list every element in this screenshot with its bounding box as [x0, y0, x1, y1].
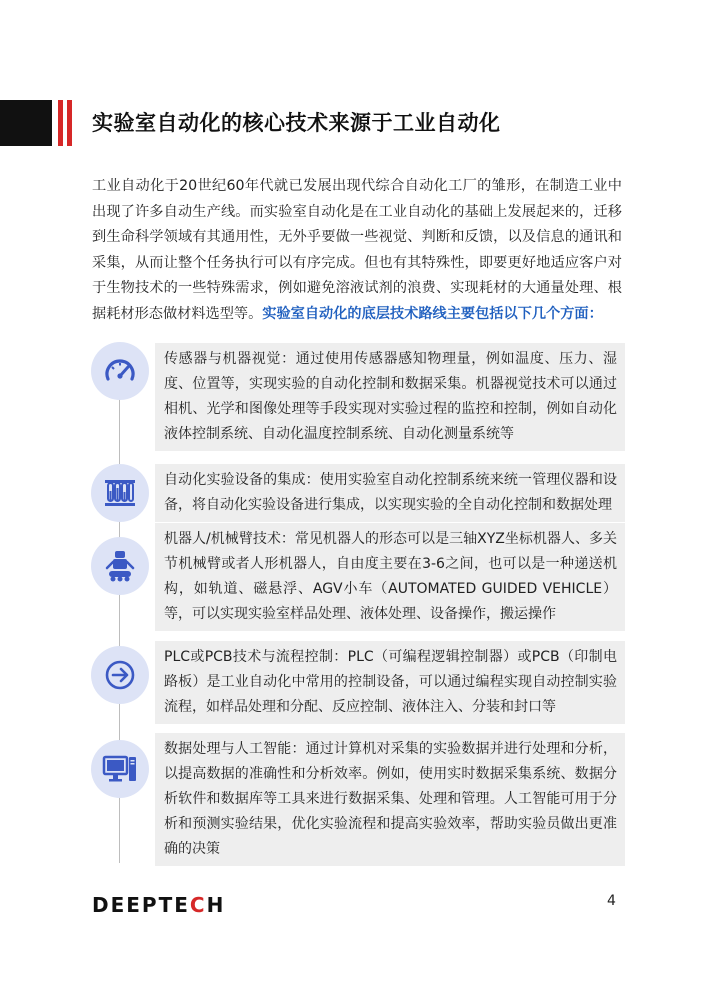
list-item-robotics: 机器人/机械臂技术：常见机器人的形态可以是三轴XYZ坐标机器人、多关节机械臂或者人形机器人，自由度主要在3-6之间，也可以是一种递送机构，如轨道、磁悬浮、AGV小车（AUTOMATED GUIDED VEHICLE）等，可以实现实验室样品处理、液体处理、设备操作，搬运操作 [155, 523, 625, 631]
intro-paragraph [92, 174, 622, 327]
list-item-plc: PLC或PCB技术与流程控制：PLC（可编程逻辑控制器）或PCB（印制电路板）是工业自动化中常用的控制设备，可以通过编程实现自动控制实验流程，如样品处理和分配、反应控制、液体注入、分装和封口等 [155, 641, 625, 724]
logo-accent: C [189, 893, 207, 917]
intro-text: 工业自动化于20世纪60年代就已发展出现代综合自动化工厂的雏形，在制造工业中出现了许多自动生产线。而实验室自动化是在工业自动化的基础上发展起来的，迁移到生命科学领域有其通用性，无外乎要做一些视觉、判断和反馈，以及信息的通讯和采集，从而让整个任务执行可以有序完成。但也有其特殊性，即要更好地适应客户对于生物技术的一些特殊需求，例如避免溶液试剂的浪费、实现耗材的大通量处理、根据耗材形态做材料选型等。 [92, 178, 622, 322]
page-number: 4 [607, 893, 616, 909]
computer-icon [91, 740, 149, 798]
test-tube-rack-icon [91, 464, 149, 522]
logo-text: DEEPTE [92, 893, 190, 917]
gauge-icon [91, 342, 149, 400]
logo-text-end: H [206, 893, 226, 917]
list-item-integration: 自动化实验设备的集成：使用实验室自动化控制系统来统一管理仪器和设备，将自动化实验设备进行集成，以实现实验的全自动化控制和数据处理 [155, 464, 625, 522]
header-red-bar [58, 100, 63, 146]
header-black-block [0, 100, 52, 146]
robot-icon [91, 537, 149, 595]
deeptech-logo [92, 893, 225, 917]
header-red-bar [67, 100, 72, 146]
intro-highlight: 实验室自动化的底层技术路线主要包括以下几个方面： [262, 305, 603, 322]
arrow-circle-icon [91, 646, 149, 704]
list-item-data-ai: 数据处理与人工智能：通过计算机对采集的实验数据并进行处理和分析，以提高数据的准确性和分析效率。例如，使用实时数据采集系统、数据分析软件和数据库等工具来进行数据采集、处理和管理。人工智能可用于分析和预测实验结果，优化实验流程和提高实验效率，帮助实验员做出更准确的决策 [155, 733, 625, 866]
list-item-sensors: 传感器与机器视觉：通过使用传感器感知物理量，例如温度、压力、湿度、位置等，实现实验的自动化控制和数据采集。机器视觉技术可以通过相机、光学和图像处理等手段实现对实验过程的监控和控制，例如自动化液体控制系统、自动化温度控制系统、自动化测量系统等 [155, 343, 625, 451]
page-title: 实验室自动化的核心技术来源于工业自动化 [92, 111, 501, 135]
